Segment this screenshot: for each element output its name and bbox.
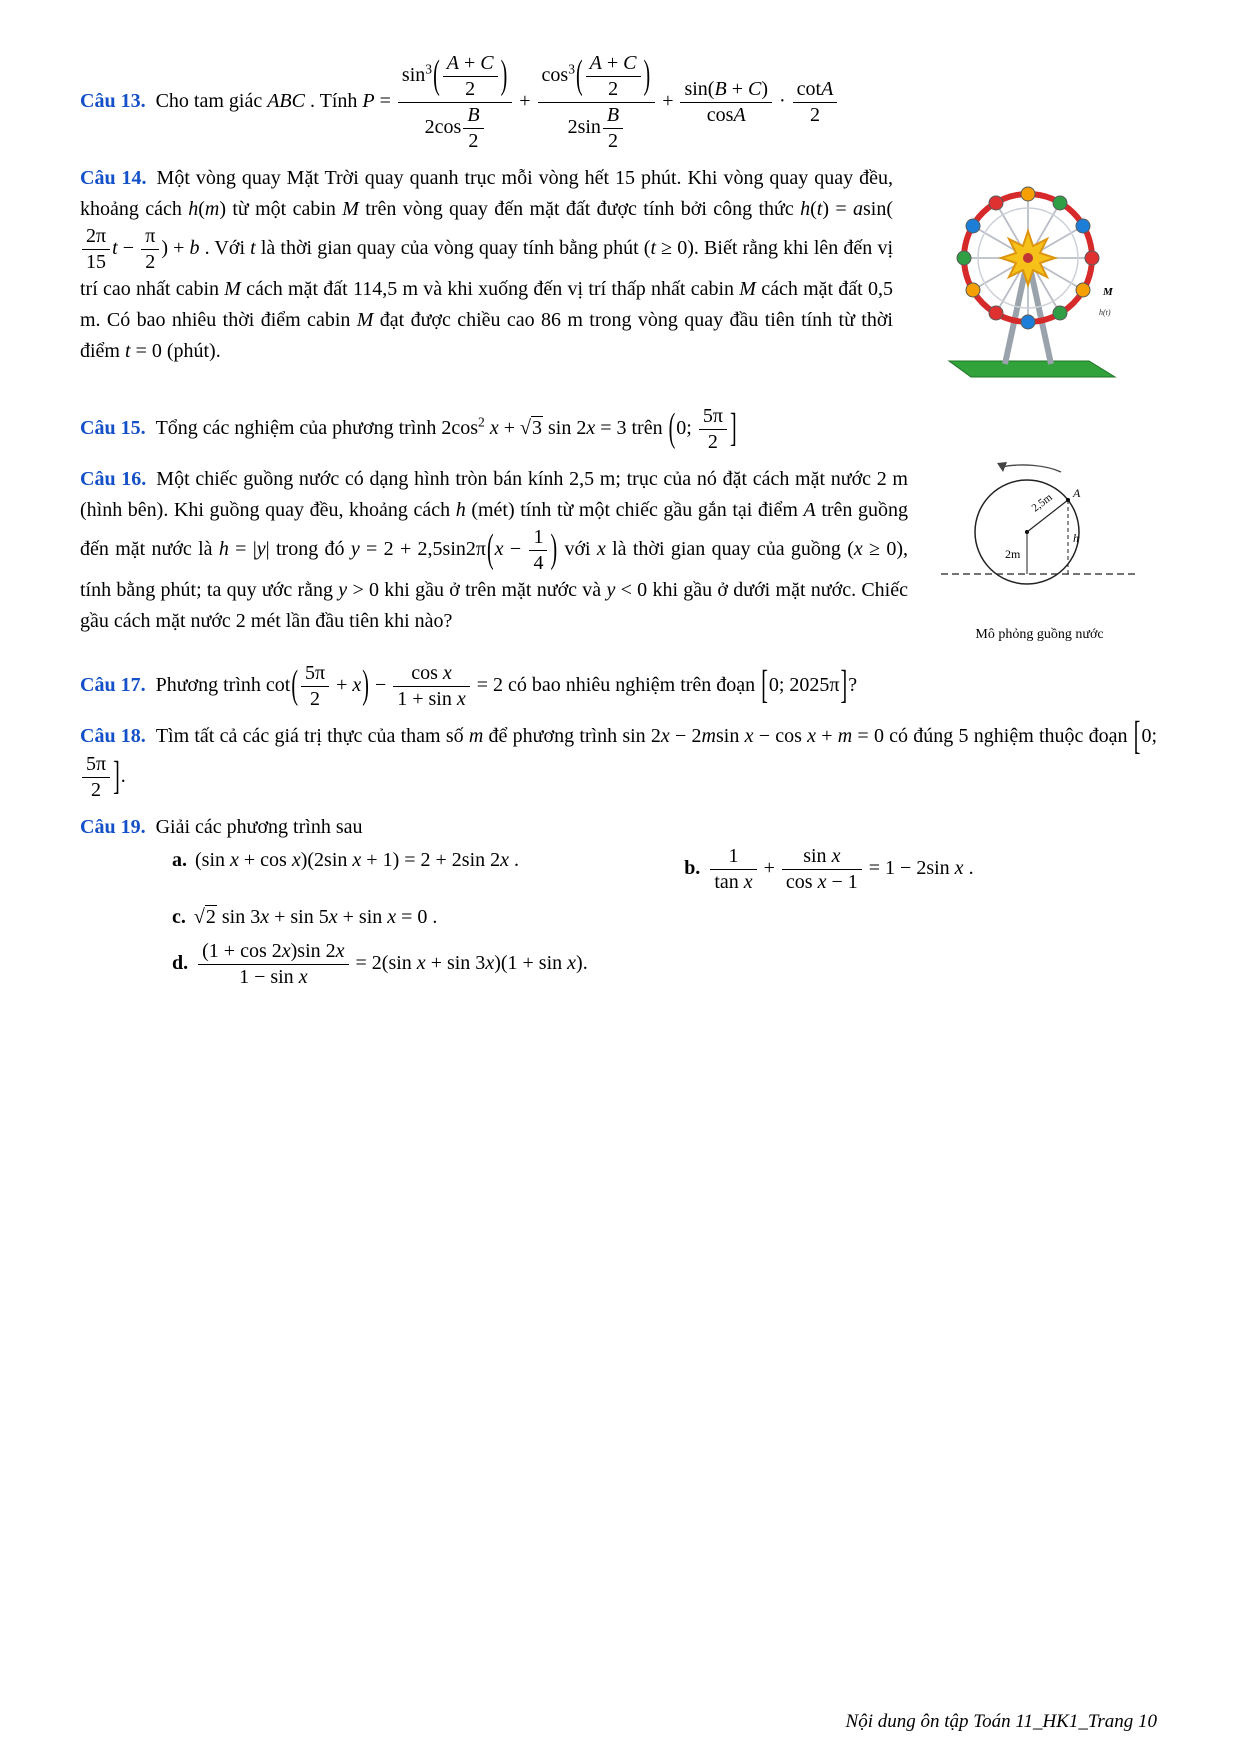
question-17-body: Phương trình cot( $\frac{5\pi}{2}$ + x) − $\frac{\text{cos x}}{\text{1 + sin x}}$ = 2 có bao nhiêu nghiệm trên đoạn [0; 2025π]? — [155, 661, 858, 710]
water-wheel-diagram — [939, 460, 1141, 612]
rotation-arrow — [1001, 465, 1061, 472]
question-19-intro: Giải các phương trình sau — [155, 815, 363, 838]
part-d — [172, 940, 1157, 989]
question-19 — [80, 812, 1157, 989]
question-16-body: Một chiếc guồng nước có dạng hình tròn bán kính 2,5 m; trục của nó đặt cách mặt nước 2 m (hình bên). Khi guồng quay đều, khoảng cách h (mét) tính từ một chiếc gầu gắn tại điểm A trên guồng đến mặt nước là h = |y| trong đó y = 2 + 2,5sin2π(x − $\frac{1}{4}$ ) với x là thời gian quay của guồng (x ≥ 0), tính bằng phút; ta quy ước rằng y > 0 khi gầu ở trên mặt nước và y < 0 khi gầu ở dưới mặt nước. Chiếc gầu cách mặt nước 2 mét lần đầu tiên khi nào? — [80, 468, 909, 632]
question-16 — [80, 464, 1157, 652]
part-a — [172, 845, 684, 894]
water-wheel-figure — [922, 460, 1157, 646]
part-d-key: d. — [172, 951, 189, 974]
question-14-body: Một vòng quay Mặt Trời quay quanh trục mỗi vòng hết 15 phút. Khi vòng quay quay đều, khoảng cách h(m) từ một cabin M trên vòng quay đến mặt đất được tính bởi công thức h(t) = asin( $\frac{2\pi}{15}$ t − $\frac{\pi}{2}$ ) + b . Với t là thời gian quay của vòng quay tính bằng phút (t ≥ 0). Biết rằng khi lên đến vị trí cao nhất cabin M cách mặt đất 114,5 m và khi xuống đến vị trí thấp nhất cabin M cách mặt đất 0,5 m. Có bao nhiêu thời điểm cabin M đạt được chiều cao 86 m trong vòng quay đầu tiên tính từ thời điểm t = 0 (phút). — [80, 167, 893, 362]
question-14-label: Câu 14. — [80, 167, 147, 189]
wheel-hub — [1023, 253, 1033, 263]
part-b — [684, 845, 973, 894]
question-19-label: Câu 19. — [80, 815, 146, 838]
part-a-equation: (sin x + cos x)(2sin x + 1) = 2 + 2sin 2x . — [195, 848, 520, 871]
cabin-M-label: M — [1103, 286, 1113, 298]
part-c-equation: √2 sin 3x + sin 5x + sin x = 0 . — [193, 905, 438, 928]
question-13 — [80, 52, 1157, 153]
part-c — [172, 902, 1157, 932]
part-b-equation: $\frac{1}{\text{tan x}}$ + $\frac{\text{sin x}}{\text{cos x − 1}}$ = 1 − 2sin x . — [708, 857, 973, 879]
question-19-parts — [172, 845, 1157, 989]
radius-label: 2,5m — [1029, 491, 1055, 515]
part-b-key: b. — [684, 856, 701, 879]
part-a-key: a. — [172, 848, 187, 871]
question-18 — [80, 714, 1157, 802]
height-function-label: h(t) — [1099, 308, 1111, 317]
question-13-body: Cho tam giác ABC . Tính P = $\sin^3$( $\frac{A + C}{2}$ ) 2cos $\frac{B}{2}$ + $\cos^3$( $\frac{A + C}{2}$ ) 2sin $\frac{B}{2}$ + $\frac{\sin(B + C)}{\cos A}$ · $\frac{\cot A}{2}$ — [156, 90, 840, 112]
question-16-label: Câu 16. — [80, 468, 147, 490]
h-label: h — [1072, 531, 1079, 545]
question-17-label: Câu 17. — [80, 673, 146, 696]
question-13-label: Câu 13. — [80, 90, 146, 113]
part-d-equation: $\frac{(1 + \cos 2x)\sin 2x}{\text{1 − sin x}}$ = 2(sin x + sin 3x)(1 + sin x). — [196, 952, 588, 974]
axis-height-label: 2m — [1004, 547, 1020, 561]
page-footer: Nội dung ôn tập Toán 11_HK1_Trang 10 — [845, 1711, 1157, 1732]
ferris-wheel-figure — [907, 163, 1157, 389]
question-18-body: Tìm tất cả các giá trị thực của tham số m để phương trình sin 2x − 2msin x − cos x + m = 0 có đúng 5 nghiệm thuộc đoạn [0; $\frac{5\pi}{2}$ ]. — [80, 725, 1157, 787]
part-c-key: c. — [172, 905, 186, 928]
question-14 — [80, 163, 1157, 395]
rotation-arrowhead — [997, 462, 1007, 472]
ground-shape — [949, 361, 1115, 377]
question-15-body: Tổng các nghiệm của phương trình $2\cos^2$ x + √3 sin 2x = 3 trên (0; $\frac{5\pi}{2}$ ] — [155, 405, 737, 453]
figure-caption: Mô phỏng guồng nước — [975, 627, 1104, 642]
question-17 — [80, 662, 1157, 711]
question-15 — [80, 405, 1157, 454]
ferris-wheel-image — [943, 163, 1121, 379]
point-A-label: A — [1072, 486, 1080, 500]
question-18-label: Câu 18. — [80, 724, 146, 747]
question-15-label: Câu 15. — [80, 417, 146, 440]
